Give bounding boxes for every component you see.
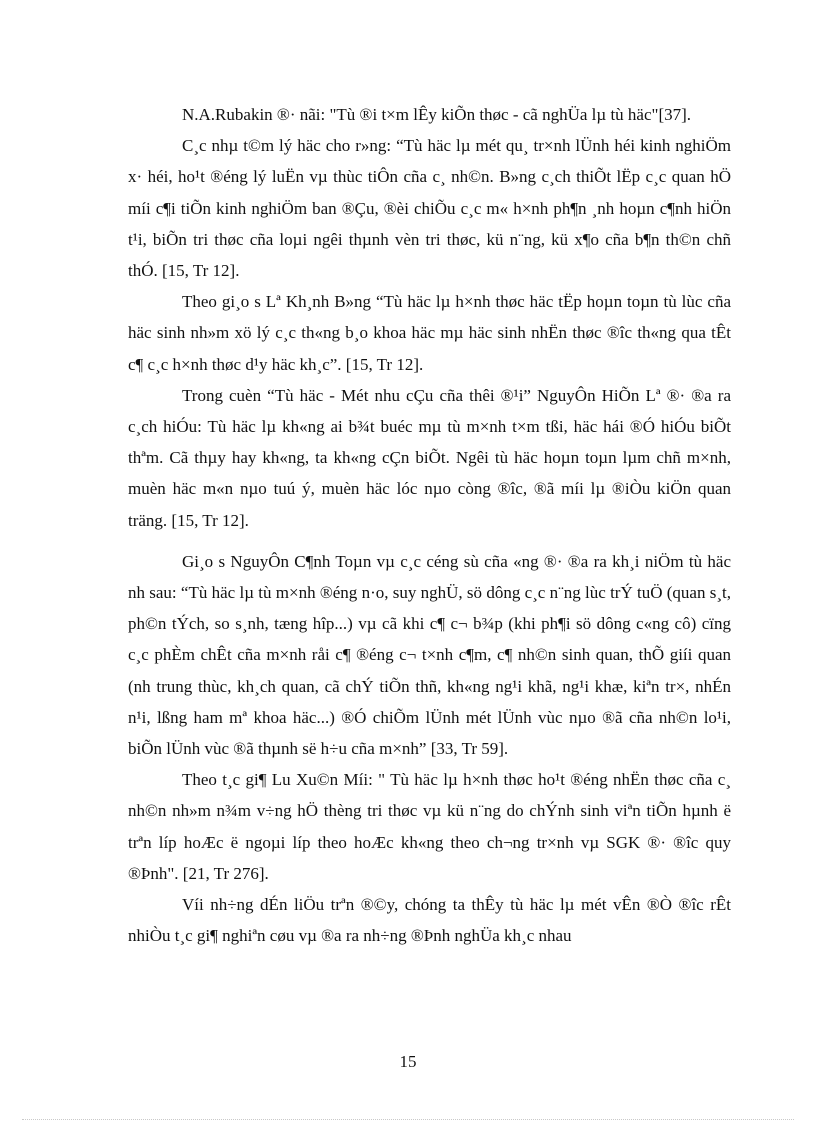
paragraph-rubakin-quote: N.A.Rubakin ®· nãi: "Tù ®i t×m lÊy kiÕn thøc - cã nghÜa lµ tù häc"[37]. xyxy=(182,105,692,124)
paragraph-le-khanh-bang: Theo gi¸o s Lª Kh¸nh B»ng “Tù häc lµ h×nh thøc häc tËp hoµn toµn tù lùc cña häc sinh nh»m xö lý c¸c th«ng b¸o khoa häc mµ häc sinh nhËn thøc ®îc th«ng qua tÊt c¶ c¸c h×nh thøc d¹y häc kh¸c”. [15, Tr 12]. xyxy=(128,292,731,374)
paragraph-nguyen-hien-le: Trong cuèn “Tù häc - Mét nhu cÇu cña thêi ®¹i” NguyÔn HiÕn Lª ®· ®a ra c¸ch hiÓu: Tù häc lµ kh«ng ai b¾t buéc mµ tù m×nh t×m tßi, häc hái ®Ó hiÓu biÕt thªm. Cã thµy hay kh«ng, ta kh«ng cÇn biÕt. Ngêi tù häc hoµn toµn lµm chñ m×nh, muèn häc m«n nµo tuú ý, muèn häc lóc nµo còng ®îc, ®ã míi lµ ®iÒu kiÖn quan träng. [15, Tr 12]. xyxy=(128,385,731,530)
paragraph-luu-xuan-moi: Theo t¸c gi¶ Lu Xu©n Míi: " Tù häc lµ h×nh thøc ho¹t ®éng nhËn thøc cña c¸ nh©n nh»m n¾m v÷ng hÖ thèng tri thøc vµ kü n¨ng do chÝnh sinh viªn tiÕn hµnh ë trªn líp hoÆc ë ngoµi líp theo hoÆc kh«ng theo ch¬ng tr×nh vµ SGK ®· ®îc quy ®Þnh". [21, Tr 276]. xyxy=(128,770,731,883)
page-number: 15 xyxy=(399,1052,417,1071)
paragraph-conclusion: Víi nh÷ng dÉn liÖu trªn ®©y, chóng ta thÊy tù häc lµ mét vÊn ®Ò ®îc rÊt nhiÒu t¸c gi¶ nghiªn cøu vµ ®a ra nh÷ng ®Þnh nghÜa kh¸c nhau xyxy=(128,895,731,946)
paragraph-psychologists-definition: C¸c nhµ t©m lý häc cho r»ng: “Tù häc lµ mét qu¸ tr×nh lÜnh héi kinh nghiÖm x· héi, ho¹t ®éng lý luËn vµ thùc tiÔn cña c¸ nh©n. B»ng c¸ch thiÕt lËp c¸c quan hÖ míi c¶i tiÕn kinh nghiÖm ban ®Çu, ®èi chiÕu c¸c m« h×nh ph¶n ¸nh hoµn c¶nh hiÖn t¹i, biÕn tri thøc cña loµi ngêi thµnh vèn tri thøc, kü n¨ng, kü x¶o cña b¶n th©n chñ thÓ. [15, Tr 12]. xyxy=(128,136,731,281)
body-text xyxy=(128,99,731,951)
paragraph-nguyen-canh-toan: Gi¸o s NguyÔn C¶nh Toµn vµ c¸c céng sù cña «ng ®· ®a ra kh¸i niÖm tù häc nh sau: “Tù häc lµ tù m×nh ®éng n·o, suy nghÜ, sö dông c¸c n¨ng lùc trÝ tuÖ (quan s¸t, ph©n tÝch, so s¸nh, tæng hîp...) vµ cã khi c¶ c¬ b¾p (khi ph¶i sö dông c«ng cô) cïng c¸c phÈm chÊt cña m×nh råi c¶ ®éng c¬ t×nh c¶m, c¶ nh©n sinh quan, thÕ giíi quan (nh trung thùc, kh¸ch quan, cã chÝ tiÕn thñ, kh«ng ng¹i khã, ng¹i khæ, kiªn tr×, nhÉn n¹i, lßng ham mª khoa häc...) ®Ó chiÕm lÜnh mét lÜnh vùc nµo ®ã cña nh©n lo¹i, biÕn lÜnh vùc ®ã thµnh së h÷u cña m×nh” [33, Tr 59]. xyxy=(128,551,731,759)
page-bottom-divider xyxy=(22,1119,794,1120)
